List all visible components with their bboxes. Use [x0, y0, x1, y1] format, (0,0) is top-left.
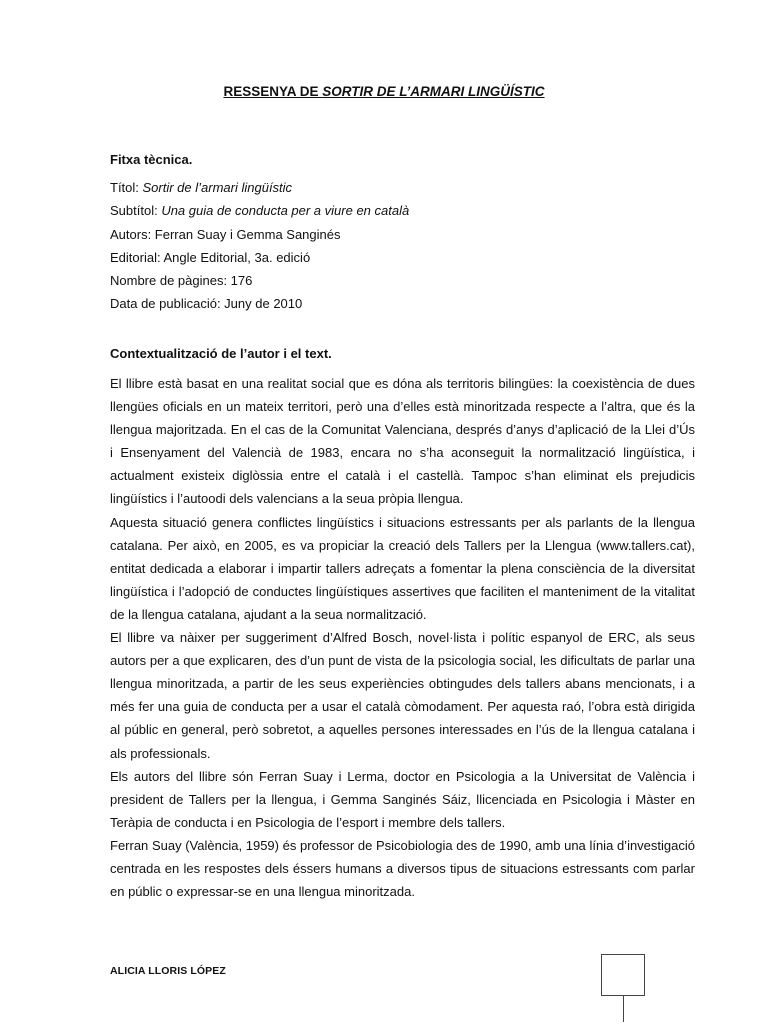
fitxa-subtitol [110, 199, 409, 222]
fitxa-pagines: Nombre de pàgines: 176 [110, 273, 253, 289]
context-body [110, 372, 695, 903]
context-heading: Contextualització de l’autor i el text. [110, 346, 332, 361]
page-number-box [601, 954, 645, 996]
context-paragraph: Ferran Suay (València, 1959) és professor de Psicobiologia des de 1990, amb una línia d’investigació centrada en les respostes dels éssers humans a diversos tipus de situacions estressants com parlar en públic o expressar-se en una llengua minoritzada. [110, 837, 695, 900]
context-paragraph: El llibre està basat en una realitat social que es dóna als territoris bilingües: la coexistència de dues llengües oficials en un mateix territori, però una d’elles està minoritzada respecte a l’altra, que és la llengua majoritzada. En el cas de la Comunitat Valenciana, després d’anys d’aplicació de la Llei d’Ús i Ensenyament del Valencià de 1983, encara no s’ha aconseguit la normalització lingüística, i actualment existeix diglòssia entre el català i el castellà. Tampoc s’han eliminat els prejudicis lingüístics i l’autoodi dels valencians a la seua pròpia llengua. [110, 376, 695, 507]
footer-author: ALICIA LLORIS LÓPEZ [110, 965, 226, 977]
titol-value: Sortir de l’armari lingüístic [142, 180, 293, 195]
subtitol-label: Subtítol: [110, 203, 162, 219]
fitxa-data: Data de publicació: Juny de 2010 [110, 296, 303, 312]
fitxa-editorial: Editorial: Angle Editorial, 3a. edició [110, 249, 311, 265]
page-number-line [623, 996, 624, 1022]
titol-label: Títol: [110, 180, 143, 195]
title-book: SORTIR DE L’ARMARI LINGÜÍSTIC [322, 84, 545, 99]
title-prefix: RESSENYA DE [223, 84, 323, 99]
fitxa-heading: Fitxa tècnica. [110, 152, 193, 167]
document-title [0, 84, 768, 99]
subtitol-value: Una guia de conducta per a viure en català [161, 203, 410, 219]
fitxa-titol [110, 176, 409, 199]
fitxa-list [110, 176, 409, 316]
context-paragraph: Els autors del llibre són Ferran Suay i Lerma, doctor en Psicologia a la Universitat de València i president de Tallers per la llengua, i Gemma Sanginés Sáiz, llicenciada en Psicologia i Màster en Teràpia de conducta i en Psicologia de l’esport i membre dels tallers. [110, 768, 695, 830]
context-paragraph: Aquesta situació genera conflictes lingüístics i situacions estressants per als parlants de la llengua catalana. Per això, en 2005, es va propiciar la creació dels Tallers per la Llengua (www.tallers.cat), entitat dedicada a elaborar i impartir tallers adreçats a fomentar la plena consciència de la diversitat lingüística i l’adopció de conductes lingüístiques assertives que faciliten el manteniment de la vitalitat de la llengua catalana, ajudant a la seua normalització. [110, 514, 695, 622]
fitxa-autors: Autors: Ferran Suay i Gemma Sanginés [110, 226, 341, 242]
context-paragraph: El llibre va nàixer per suggeriment d’Alfred Bosch, novel·lista i polític espanyol de ERC, als seus autors per a que explicaren, des d’un punt de vista de la psicologia social, les dificultats de parlar una llengua minoritzada, a partir de les seus experiències obtingudes dels tallers abans mencionats, i a més fer una guia de conducta per a usar el català còmodament. Per aquesta raó, l’obra està dirigida al públic en general, però sobretot, a aquelles persones interessades en l’ús de la llengua catalana i als professionals. [110, 630, 695, 761]
